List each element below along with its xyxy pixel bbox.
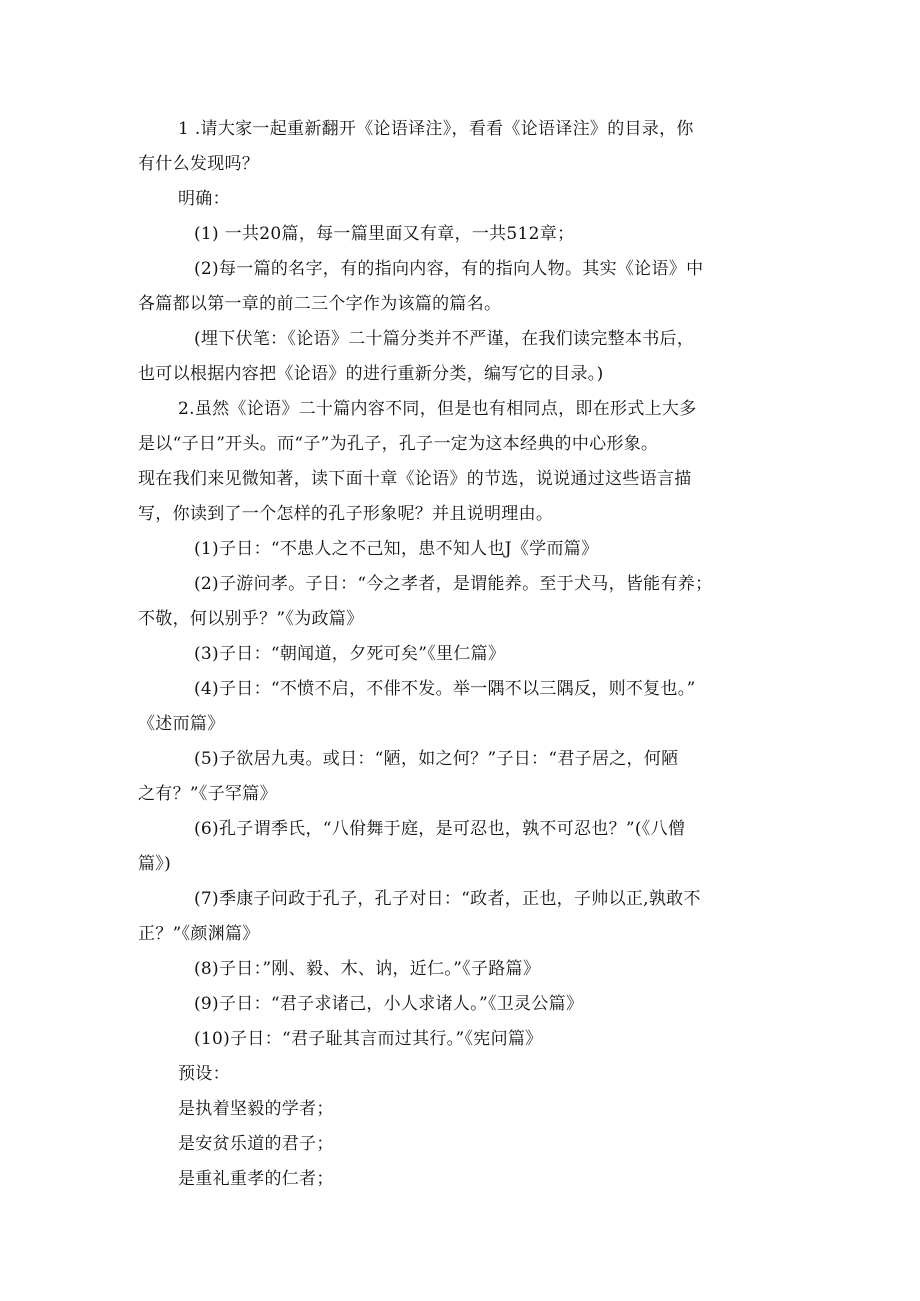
text-line: 各篇都以第一章的前二三个字作为该篇的篇名。 bbox=[138, 294, 502, 314]
text-line: 1 .请大家一起重新翻开《论语译注》，看看《论语译注》的目录，你 bbox=[178, 119, 694, 139]
text-line: (埋下伏笔：《论语》二十篇分类并不严谨，在我们读完整本书后， bbox=[194, 329, 695, 349]
text-line: 是安贫乐道的君子； bbox=[178, 1134, 334, 1154]
text-line: (5)子欲居九夷。或日：“陋，如之何？”子日：“君子居之，何陋 bbox=[194, 749, 679, 769]
text-line: 写，你读到了一个怎样的孔子形象呢？并且说明理由。 bbox=[138, 504, 554, 524]
text-line: (2)子游问孝。子日：“今之孝者，是谓能养。至于犬马，皆能有养； bbox=[194, 574, 713, 594]
text-line: (9)子日：“君子求诸己，小人求诸人。”《卫灵公篇》 bbox=[194, 994, 584, 1014]
text-line: 是以“子日”开头。而“子”为孔子，孔子一定为这本经典的中心形象。 bbox=[138, 434, 659, 454]
text-line: 也可以根据内容把《论语》的进行重新分类，编写它的目录。) bbox=[138, 364, 604, 384]
text-line: (2)每一篇的名字，有的指向内容，有的指向人物。其实《论语》中 bbox=[194, 259, 704, 279]
text-line: (3)子日：“朝闻道，夕死可矣”《里仁篇》 bbox=[194, 644, 506, 664]
text-line: (6)孔子谓季氏，“八佾舞于庭，是可忍也，孰不可忍也？”(《八僧 bbox=[194, 819, 686, 839]
text-line: 《述而篇》 bbox=[138, 714, 225, 734]
text-line: (8)子日：”刚、毅、木、讷，近仁。”《子路篇》 bbox=[194, 959, 541, 979]
text-line: (4)子日：“不愤不启，不俳不发。举一隅不以三隅反，则不复也。” bbox=[194, 679, 696, 699]
text-line: 现在我们来见微知著，读下面十章《论语》的节选，说说通过这些语言描 bbox=[138, 469, 692, 489]
text-line: 不敬，何以别乎？”《为政篇》 bbox=[138, 609, 364, 629]
text-line: 预设： bbox=[178, 1064, 230, 1084]
text-line: 正？”《颜渊篇》 bbox=[138, 924, 260, 944]
text-line: (1)子日：“不患人之不己知，患不知人也J《学而篇》 bbox=[194, 539, 599, 559]
text-line: (1) 一共20篇，每一篇里面又有章，一共512章； bbox=[194, 224, 575, 244]
text-line: 是重礼重孝的仁者； bbox=[178, 1169, 334, 1189]
text-line: 2.虽然《论语》二十篇内容不同，但是也有相同点，即在形式上大多 bbox=[178, 399, 697, 419]
text-line: (10)子日：“君子耻其言而过其行。”《宪问篇》 bbox=[194, 1029, 543, 1049]
text-line: 明确： bbox=[178, 189, 230, 209]
text-line: 有什么发现吗？ bbox=[138, 154, 260, 174]
text-line: 是执着坚毅的学者； bbox=[178, 1099, 334, 1119]
text-line: 篇》) bbox=[138, 854, 172, 874]
text-line: (7)季康子问政于孔子，孔子对日：“政者，正也，子帅以正,孰敢不 bbox=[194, 889, 701, 909]
text-line: 之有？”《子罕篇》 bbox=[138, 784, 277, 804]
